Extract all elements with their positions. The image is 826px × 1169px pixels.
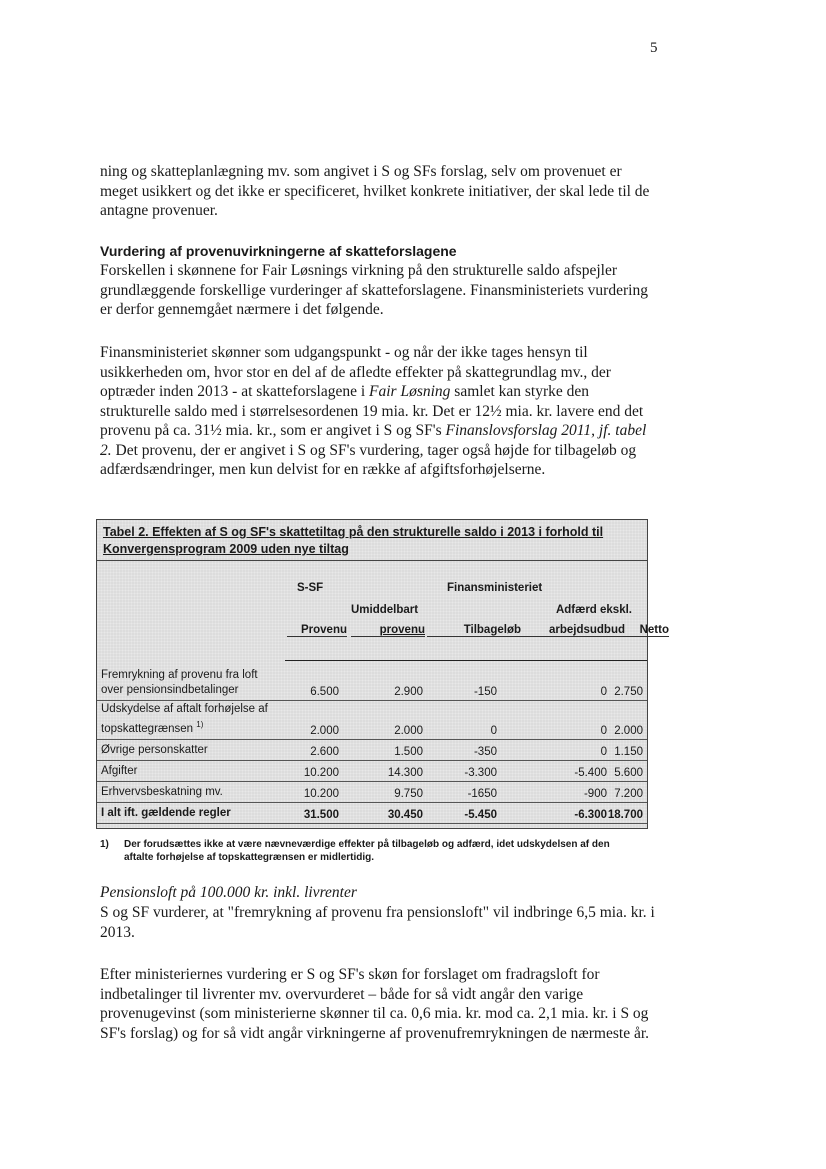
cell-umid-provenu: 9.750 — [394, 788, 423, 800]
cell-arbejdsudbud: -6.300 — [574, 809, 607, 821]
cell-umid-provenu: 30.450 — [387, 809, 423, 821]
paragraph-3-italic2: Finanslovsforslag 2011, jf. tabel 2. — [100, 422, 647, 459]
row-label: Afgifter — [101, 765, 138, 777]
cell-tilbageloeb: -1650 — [467, 788, 497, 800]
page-number: 5 — [650, 40, 658, 56]
row-label — [101, 668, 281, 698]
cell-arbejdsudbud: -5.400 — [574, 767, 607, 779]
header-col-tilbageloeb: Tilbageløb — [427, 624, 521, 637]
header-sub-adfaerd: Adfærd ekskl. — [555, 604, 632, 616]
cell-provenu: 2.600 — [310, 746, 339, 758]
cell-provenu: 10.200 — [303, 767, 339, 779]
cell-netto: 1.150 — [614, 746, 643, 758]
cell-provenu: 6.500 — [310, 686, 339, 698]
header-group-ssf: S-SF — [297, 582, 324, 594]
paragraph-3-part1: Finansministeriet skønner som udgangspunkt - og når der ikke tages hensyn til usikkerheden om, hvor stor en del af de afledte effekter på skattegrundlag mv., der optræder inden 2013 - at skatteforslagene i — [100, 344, 611, 400]
table-title — [97, 520, 647, 561]
table-row — [97, 662, 647, 701]
paragraph-2: Forskellen i skønnene for Fair Løsnings virkning på den strukturelle saldo afspejler grundlæggende forskellige vurderinger af skatteforslagene. Finansministeriets vurdering er derfor gennemgået nærmere i det følgende. — [100, 262, 648, 318]
cell-netto: 7.200 — [614, 788, 643, 800]
cell-arbejdsudbud: -900 — [583, 788, 607, 800]
header-col-umid-provenu: provenu — [351, 624, 425, 637]
cell-netto: 2.000 — [614, 725, 643, 737]
subheading-pensionsloft: Pensionsloft på 100.000 kr. inkl. livrenter — [100, 884, 357, 901]
section-heading: Vurdering af provenuvirkningerne af skatteforslagene — [100, 243, 457, 259]
table-row-total — [97, 803, 647, 824]
header-rule — [285, 660, 647, 661]
table-row — [97, 782, 647, 803]
table-2 — [96, 519, 669, 829]
cell-provenu: 2.000 — [310, 725, 339, 737]
table-title-text: Tabel 2. Effekten af S og SF's skattetiltag på den strukturelle saldo i 2013 i forhold til Konvergensprogram 2009 uden nye tiltag — [103, 525, 604, 556]
row-label: Øvrige personskatter — [101, 744, 208, 756]
cell-tilbageloeb: -5.450 — [464, 809, 497, 821]
header-sub-umiddelbart: Umiddelbart — [351, 604, 419, 616]
cell-tilbageloeb: -350 — [473, 746, 497, 758]
row-label: Erhvervsbeskatning mv. — [101, 786, 223, 798]
footnote-text: Der forudsættes ikke at være nævneværdige effekter på tilbageløb og adfærd, idet udskydelsen af den aftalte forhøjelse af topskattegrænsen er midlertidig. — [124, 839, 610, 863]
paragraph-3-part2: samlet kan styrke den strukturelle saldo med i størrelsesordenen 19 mia. kr. Det er 12½ mia. kr. lavere end det provenu på ca. 31½ mia. kr., som er angivet i S og SF's — [100, 383, 644, 439]
cell-provenu: 31.500 — [303, 809, 339, 821]
cell-provenu: 10.200 — [303, 788, 339, 800]
table-footnote — [100, 838, 640, 864]
header-group-finansministeriet: Finansministeriet — [447, 582, 543, 594]
header-col-arbejdsudbud: arbejdsudbud — [521, 624, 625, 637]
cell-tilbageloeb: -150 — [473, 686, 497, 698]
paragraph-5: Efter ministeriernes vurdering er S og SF's skøn for forslaget om fradragsloft for indbetalinger til livrenter mv. overvurderet – både for så vidt angår den varige provenugevinst (som ministerierne skønner til ca. 0,6 mia. kr. mod ca. 2,1 mia. kr. i S og SF's forslag) og for så vidt angår virkningerne af provenufremrykningen de nærmeste år. — [100, 966, 650, 1042]
row-label-text: Fremrykning af provenu fra loft over pensionsindbetalinger — [101, 669, 258, 696]
paragraph-3 — [100, 343, 655, 480]
cell-arbejdsudbud: 0 — [600, 686, 607, 698]
footnote-ref: 1) — [196, 720, 204, 730]
header-col-netto: Netto — [625, 624, 669, 637]
cell-umid-provenu: 1.500 — [394, 746, 423, 758]
footnote-mark: 1) — [100, 839, 109, 850]
cell-umid-provenu: 2.000 — [394, 725, 423, 737]
table-body — [97, 662, 647, 824]
cell-netto: 5.600 — [614, 767, 643, 779]
paragraph-1: ning og skatteplanlægning mv. som angivet i S og SFs forslag, selv om provenuet er meget usikkert og det ikke er specificeret, hvilket konkrete initiativer, der skal lede til de antagne provenuer. — [100, 163, 650, 219]
cell-netto: 2.750 — [614, 686, 643, 698]
row-label-text: Udskydelse af aftalt forhøjelse af topskattegrænsen — [101, 703, 268, 735]
paragraph-4: S og SF vurderer, at "fremrykning af provenu fra pensionsloft" vil indbringe 6,5 mia. kr. i 2013. — [100, 904, 655, 941]
cell-tilbageloeb: -3.300 — [464, 767, 497, 779]
cell-arbejdsudbud: 0 — [600, 725, 607, 737]
table-row — [97, 740, 647, 761]
table-row — [97, 701, 647, 740]
row-label — [101, 702, 281, 737]
cell-netto: 18.700 — [607, 809, 643, 821]
row-label: I alt ift. gældende regler — [101, 807, 231, 819]
paragraph-3-italic1: Fair Løsning — [369, 383, 451, 400]
table-row — [97, 761, 647, 782]
paragraph-3-part3: Det provenu, der er angivet i S og SF's vurdering, tager også højde for tilbageløb og adfærdsændringer, men kun delvist for en række af afgiftsforhøjelserne. — [100, 441, 637, 478]
cell-umid-provenu: 2.900 — [394, 686, 423, 698]
table-header — [97, 582, 669, 658]
cell-umid-provenu: 14.300 — [387, 767, 423, 779]
cell-tilbageloeb: 0 — [490, 725, 497, 737]
header-col-provenu: Provenu — [287, 624, 347, 637]
cell-arbejdsudbud: 0 — [600, 746, 607, 758]
